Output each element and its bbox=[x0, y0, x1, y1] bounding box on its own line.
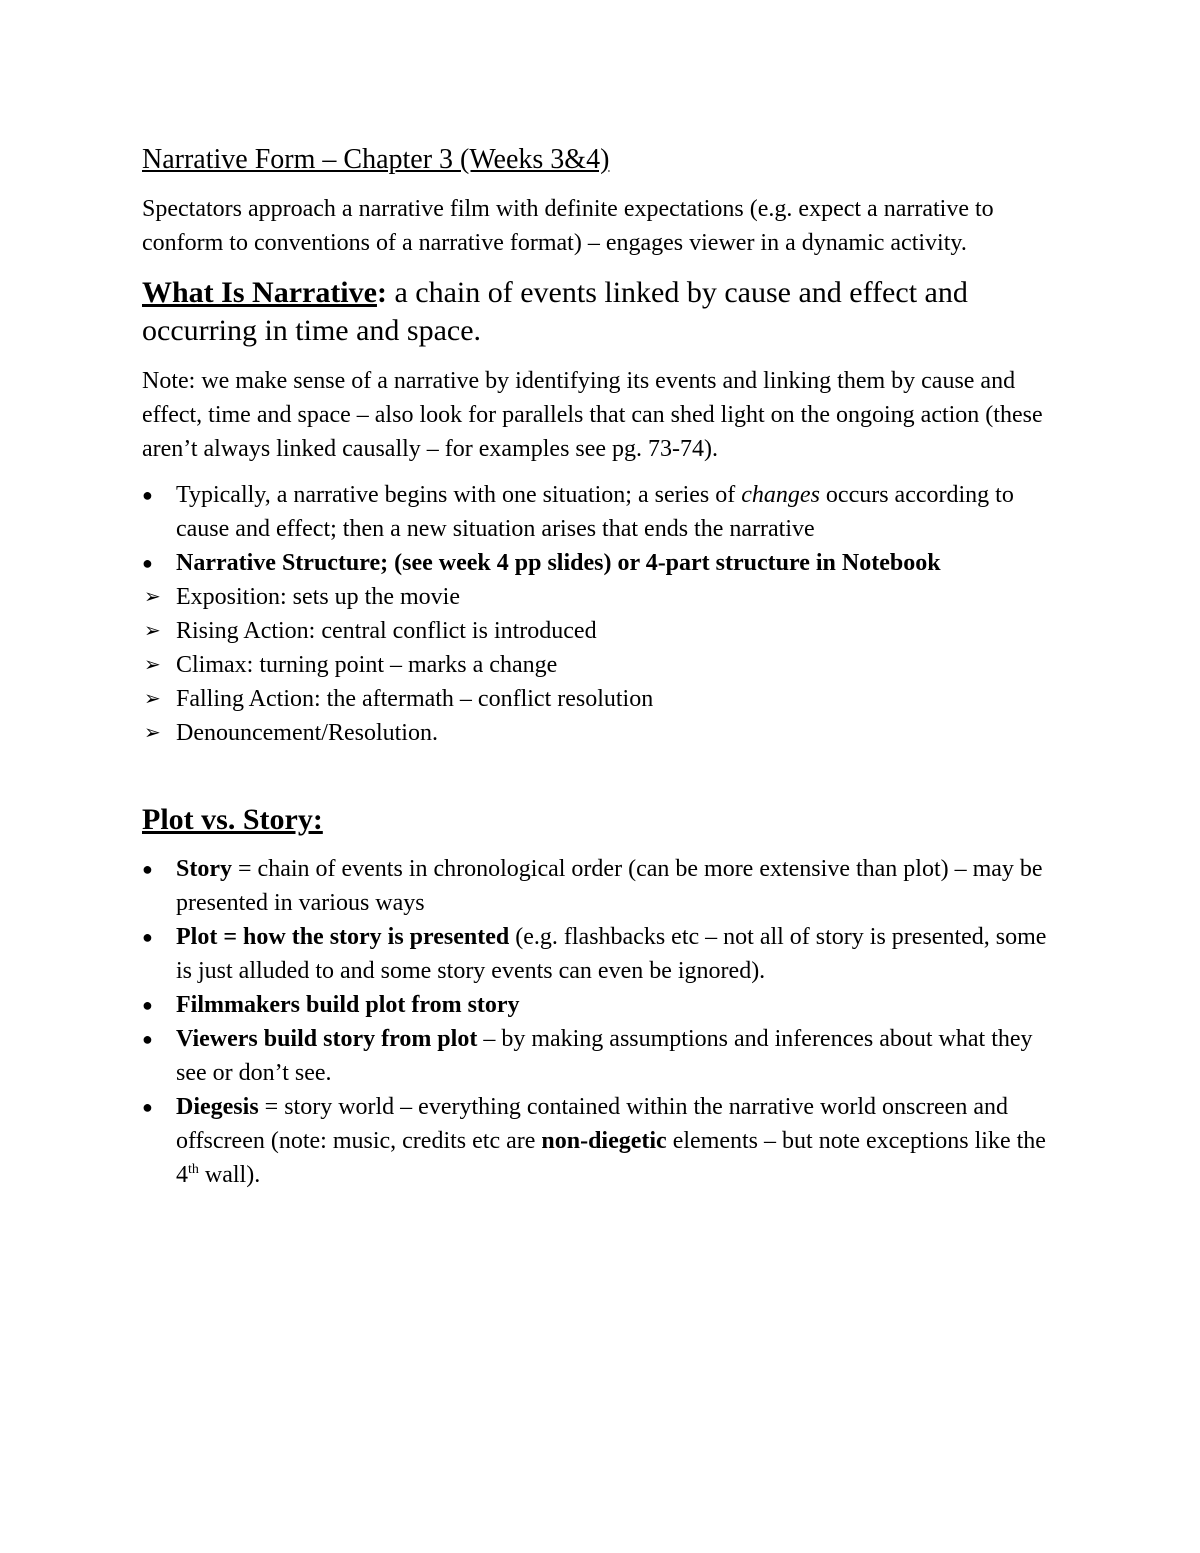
plot-term: Plot bbox=[176, 924, 218, 950]
list-item bbox=[142, 1090, 1062, 1192]
diegesis-text-3: wall). bbox=[198, 1162, 261, 1188]
list-item bbox=[142, 1022, 1062, 1090]
typically-before: Typically, a narrative begins with one situation; a series of bbox=[176, 482, 742, 508]
structure-heading: Narrative Structure; (see week 4 pp slides) or 4-part structure in Notebook bbox=[176, 550, 941, 576]
note-paragraph: Note: we make sense of a narrative by identifying its events and linking them by cause and effect, time and space – also look for parallels that can shed light on the ongoing action (these aren’t always linked causally – for examples see pg. 73-74). bbox=[142, 368, 1043, 462]
list-item bbox=[142, 546, 1062, 580]
list-item bbox=[142, 682, 1062, 716]
disc-bullet-icon: ● bbox=[142, 1029, 153, 1049]
arrowhead-bullet-icon: ➢ bbox=[144, 620, 161, 642]
plot-equals: = bbox=[217, 924, 244, 950]
story-term: Story bbox=[176, 856, 232, 882]
diegesis-term: Diegesis bbox=[176, 1094, 259, 1120]
list-item bbox=[142, 716, 1062, 750]
disc-bullet-icon: ● bbox=[142, 859, 153, 879]
structure-item: Falling Action: the aftermath – conflict resolution bbox=[176, 686, 654, 712]
viewers-text: – by making assumptions and inferences about what they see or don’t see. bbox=[176, 1026, 1033, 1086]
list-item bbox=[142, 920, 1062, 988]
list-item bbox=[142, 580, 1062, 614]
disc-bullet-icon: ● bbox=[142, 1097, 153, 1117]
filmmakers-text: Filmmakers build plot from story bbox=[176, 992, 520, 1018]
list-item bbox=[142, 852, 1062, 920]
diegesis-text-2: elements – but note exceptions like the 4 bbox=[176, 1128, 1046, 1188]
disc-bullet-icon: ● bbox=[142, 485, 153, 505]
arrowhead-bullet-icon: ➢ bbox=[144, 654, 161, 676]
list-item bbox=[142, 648, 1062, 682]
list-item bbox=[142, 478, 1062, 546]
plot-bullet-list bbox=[142, 852, 1062, 1192]
disc-bullet-icon: ● bbox=[142, 927, 153, 947]
structure-item: Denouncement/Resolution. bbox=[176, 720, 438, 746]
document-page bbox=[142, 140, 1062, 1192]
plot-text: (e.g. flashbacks etc – not all of story is presented, some is just alluded to and some story events can even be ignored). bbox=[176, 924, 1047, 984]
definition-colon: : bbox=[376, 276, 387, 309]
plot-vs-story-heading: Plot vs. Story: bbox=[142, 803, 323, 836]
arrowhead-bullet-icon: ➢ bbox=[144, 586, 161, 608]
structure-item: Climax: turning point – marks a change bbox=[176, 652, 558, 678]
non-diegetic-term: non-diegetic bbox=[541, 1128, 667, 1154]
plot-definition: how the story is presented bbox=[243, 924, 510, 950]
narrative-bullet-list bbox=[142, 478, 1062, 580]
structure-item: Rising Action: central conflict is introduced bbox=[176, 618, 597, 644]
arrowhead-bullet-icon: ➢ bbox=[144, 688, 161, 710]
typically-after: occurs according to cause and effect; then a new situation arises that ends the narrative bbox=[176, 482, 1014, 542]
disc-bullet-icon: ● bbox=[142, 553, 153, 573]
structure-list bbox=[142, 580, 1062, 750]
definition-text: a chain of events linked by cause and effect and occurring in time and space. bbox=[142, 276, 968, 347]
page-title: Narrative Form – Chapter 3 (Weeks 3&4) bbox=[142, 144, 610, 175]
definition-term: What Is Narrative bbox=[142, 276, 377, 309]
structure-item: Exposition: sets up the movie bbox=[176, 584, 460, 610]
intro-paragraph: Spectators approach a narrative film with definite expectations (e.g. expect a narrative to conform to conventions of a narrative format) – engages viewer in a dynamic activity. bbox=[142, 196, 994, 256]
arrowhead-bullet-icon: ➢ bbox=[144, 722, 161, 744]
story-text: = chain of events in chronological order (can be more extensive than plot) – may be presented in various ways bbox=[176, 856, 1043, 916]
list-item bbox=[142, 614, 1062, 648]
list-item bbox=[142, 988, 1062, 1022]
narrative-definition bbox=[142, 274, 1062, 350]
ordinal-suffix: th bbox=[188, 1162, 199, 1177]
viewers-term: Viewers build story from plot bbox=[176, 1026, 478, 1052]
diegesis-text-1: = story world – everything contained within the narrative world onscreen and offscreen (note: music, credits etc are bbox=[176, 1094, 1008, 1154]
disc-bullet-icon: ● bbox=[142, 995, 153, 1015]
typically-italic: changes bbox=[741, 482, 820, 508]
